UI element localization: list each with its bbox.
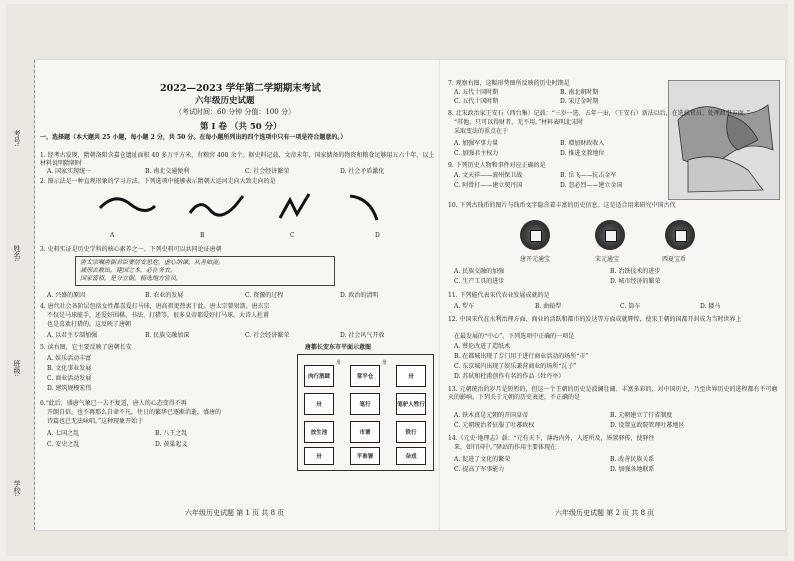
q8-stem-line: “其他，只可以得财者，无不用。”材料表明北宋时 (454, 119, 584, 126)
q5-option-b: B. 文化事业发展 (47, 365, 92, 372)
q14-option-c: C. 提高了军事能力 (454, 466, 505, 473)
q4-option-d: D. 社会风气开放 (340, 332, 385, 339)
map-cell: 卅 (336, 360, 342, 366)
q8-stem-line: 8. 北宋政治家王安石（西台集）记载：“三岁一选，五年一贡，（王安石）新法以后，在选拔官员、处理政事方面。” (448, 110, 750, 117)
q11-option-d: D. 耧马 (700, 303, 721, 310)
q14-option-a: A. 促进了文化的繁荣 (454, 456, 511, 463)
map-cell: 卅 (382, 360, 388, 366)
canal-route-figures (85, 188, 405, 228)
coin-xixia-image (665, 220, 695, 250)
exam-info: （考试时间：60 分钟 分值：100 分） (175, 108, 295, 116)
q7-option-b: B. 南北朝时期 (560, 89, 599, 96)
q1-stem: 1. 经考古发现，隋朝洛阳含嘉仓遗址面积 40 多万平方米，有粮窖 400 余个。据史料记载，文帝末年，国家储备的物资和粮食足够用五六十年，以上材料说明隋朝时 (40, 152, 435, 167)
q1-option-d: D. 社会矛盾激化 (340, 168, 385, 175)
q13-option-c: C. 元朝统治者征服了吐蕃政权 (454, 422, 535, 429)
q14-stem-line: 来，如行国中。”驿站的作用主要体现在 (454, 444, 557, 451)
map-cell: 卅 (396, 365, 426, 387)
q7-stem: 7. 观察右图，这幅形势图所反映的历史时期是 (448, 80, 570, 87)
q3-option-a: A. 兴盛的原因 (47, 292, 86, 299)
coin-songyuan-image (595, 220, 625, 250)
q6-stem-line: 开朗自信，也不再那么自命不凡，往日的繁华已逐渐消逝，盛唐的 (47, 409, 222, 416)
coin-label: 唐开元通宝 (520, 256, 551, 263)
q14-option-b: B. 改善民族关系 (610, 456, 655, 463)
exam-title: 2022—2023 学年第二学期期末考试 (160, 83, 321, 94)
q2-label-c: C (290, 232, 295, 239)
route-a-shape (100, 199, 155, 211)
section-heading: 一、选择题（本大题共 25 小题，每小题 2 分，共 50 分。在每小题所列出的四个选项中只有一项是符合题意的。） (40, 134, 347, 141)
page-1-footer: 六年级历史试题 第 1 页 共 8 页 (185, 509, 285, 517)
map-cell: 放生池 (304, 421, 334, 443)
song-liao-xixia-map (668, 80, 780, 200)
q10-option-b: B. 冶铁技术的进步 (610, 268, 661, 275)
q2-stem: 2. 图示法是一种直观形象的学习方法。下列选项中能够表示隋朝大运河走向大致走向的是 (40, 178, 276, 185)
q5-option-d: D. 建筑规模宏伟 (47, 385, 92, 392)
q9-option-d: D. 忽必烈——建立金国 (560, 182, 623, 189)
exam-subtitle: 六年级历史试题 (195, 96, 255, 106)
q6-option-a: A. 七国之乱 (47, 430, 80, 437)
q3-stem: 3. 史料实证是历史学科的核心素养之一。下列史料可以共同论证唐朝 (40, 246, 222, 253)
q7-option-d: D. 宋辽金时期 (560, 98, 599, 105)
q13-option-d: D. 设置宣政院管理吐蕃地区 (610, 422, 685, 429)
q7-option-a: A. 五代十国时期 (454, 89, 499, 96)
q6-option-c: C. 安史之乱 (47, 441, 80, 448)
q13-option-a: A. 铁木真是元朝的开国皇帝 (454, 412, 529, 419)
q12-stem-line: 在最发展的“中心”。下列选项中正确的一项是 (454, 333, 575, 340)
q13-stem: 13. 元朝统治的岁月是短暂的，但这一个王朝的历史是波澜壮阔、丰富多彩的，对中国历史，乃至世界历史的进程都有不可磨灭的影响。下列关于元朝的历史表述，不正确的是 (448, 386, 778, 401)
q12-option-a: A. 蔡伦改进了造纸术 (454, 343, 511, 350)
map-title: 唐都长安东市平面示意图 (305, 344, 372, 351)
coin-label: 西夏宝币 (662, 256, 687, 263)
q2-label-b: B (200, 232, 205, 239)
map-cell: 肉行酒肆 (304, 365, 334, 387)
q11-stem: 11. 下列能代表宋代农业发展成就的是 (448, 292, 550, 299)
map-cell: 市署 (350, 421, 380, 443)
map-cell: 铁行 (396, 421, 426, 443)
coin-kaiyuan-image (520, 220, 550, 250)
map-cell: 平准署 (350, 447, 380, 465)
exam-page-2 (440, 60, 785, 530)
q1-option-b: B. 南北交通便利 (145, 168, 190, 175)
q3-quote-box (75, 256, 335, 286)
binding-label-school: 学校: (13, 480, 21, 497)
q4-option-b: B. 民族交融加深 (145, 332, 190, 339)
binding-strip (0, 60, 35, 530)
q8-option-c: C. 加强君主权力 (454, 150, 499, 157)
q8-option-d: D. 推进文教地位 (560, 150, 605, 157)
q8-option-a: A. 加强军事力量 (454, 140, 499, 147)
map-cell: 卅 (304, 393, 334, 415)
q3-option-b: B. 农业的发展 (145, 292, 184, 299)
q11-option-a: A. 犁车 (454, 303, 475, 310)
q10-option-a: A. 民族交融的加强 (454, 268, 505, 275)
q6-stem-line: 诗篇也已无法咏唱。”这种现象开始于 (47, 418, 144, 425)
map-cell: 卅 (304, 447, 334, 465)
q6-option-b: B. 八王之乱 (155, 430, 188, 437)
q11-option-c: C. 筒车 (620, 303, 641, 310)
map-cell: 杂戏 (396, 447, 426, 465)
q3-quote-line: 国家富裕，是分立朝。精选地方官员。 (80, 275, 183, 282)
volume-heading: 第 I 卷 （共 50 分） (200, 122, 282, 132)
map-cell: 常平仓 (350, 365, 380, 387)
q8-stem-line: 采取变法的重点在于 (454, 128, 509, 135)
q12-option-d: D. 苏轼和杜甫创作有名的作品《牡丹亭》 (454, 373, 565, 380)
q14-stem-line: 14.《元史·地理志》载：“元有天下，薄海内外，人迹所及，皆置驿传，使驿往 (448, 435, 655, 442)
q4-option-a: A. 以君主专制加强 (47, 332, 98, 339)
q7-option-c: C. 五代十国时期 (454, 98, 499, 105)
q4-option-c: C. 社会经济繁荣 (245, 332, 290, 339)
route-b-shape (190, 196, 243, 215)
binding-label-name: 姓名: (13, 245, 21, 262)
q12-stem-line: 12. 中国宋代在水利治理方面、商业的活跃和都市的发达等方面成就辉煌，使宋王朝的国都开封成为当时世界上 (448, 316, 742, 323)
exam-page-1 (35, 60, 440, 530)
q9-option-c: C. 阿骨打——建立契丹国 (454, 182, 523, 189)
q3-option-c: C. 资源的过程 (245, 292, 284, 299)
page-2-footer: 六年级历史试题 第 2 页 共 8 页 (555, 509, 655, 517)
route-c-shape (280, 194, 309, 218)
binding-label-exam-id: 考号: (13, 130, 21, 147)
q12-option-c: C. 东京城内出现了娱乐兼营商业的场所“瓦子” (454, 363, 577, 370)
q9-option-a: A. 文天祥——澶州保卫战 (454, 172, 523, 179)
east-market-map (297, 354, 434, 471)
route-d-shape (350, 196, 377, 220)
q3-quote-line: 减刑去赦出，建国之本，必在务农。 (80, 267, 177, 274)
q4-stem-line: 4. 唐代社会各阶层包括女性都喜爱打马球，唐高祖更热衷于此。唐太宗曾射箭。唐玄宗 (40, 303, 270, 310)
q4-stem-line: 不仅是马球能手，还爱好围棋、书法、打猎等，很多皇帝都爱好打马球。大诗人杜甫 (47, 312, 270, 319)
map-cell: 笔驴人牲行 (396, 393, 426, 415)
q9-option-b: B. 岳飞——抗击金军 (560, 172, 617, 179)
q11-option-b: B. 曲辕犁 (535, 303, 562, 310)
q12-option-b: B. 在都城出现了专门用于进行商业活动的场所“市” (454, 353, 589, 360)
q10-option-d: D. 城市经济的繁荣 (610, 278, 661, 285)
q4-stem-line: 也是喜欢打猎的。这反映了唐朝 (47, 321, 132, 328)
q10-stem: 10. 下列古钱币的图片与钱币文字隐含着丰富的历史信息。这是适合用来研究中国古代 (448, 202, 676, 209)
binding-label-class: 班级: (13, 360, 21, 377)
coin-label: 宋元通宝 (595, 256, 620, 263)
q2-label-a: A (110, 232, 115, 239)
q8-option-b: B. 增加财政收入 (560, 140, 605, 147)
q3-option-d: D. 政治的清明 (340, 292, 379, 299)
q5-stem: 5. 读右图，它主要反映了唐朝长安 (40, 344, 132, 351)
q6-stem-line: 6.“此后，盛唐气象已一去不复返，唐人的心态变得不再 (40, 400, 187, 407)
q9-stem: 9. 下列历史人物和事件对应正确的是 (448, 162, 546, 169)
q6-option-d: D. 黄巢起义 (155, 441, 188, 448)
q5-option-a: A. 娱乐活动丰富 (47, 355, 92, 362)
q2-label-d: D (375, 232, 380, 239)
q1-option-a: A. 国家实现统一 (47, 168, 92, 175)
q3-quote-line: 唐太宗嘱唐朝君臣要居安思危，虚心纳谏，从善如流。 (80, 259, 225, 266)
map-cell: 笔行 (350, 393, 380, 415)
q10-option-c: C. 生产工具的进步 (454, 278, 505, 285)
q1-option-c: C. 社会经济繁荣 (245, 168, 290, 175)
q5-option-c: C. 商业活动发展 (47, 375, 92, 382)
q14-option-d: D. 加强各地联系 (610, 466, 655, 473)
q13-option-b: B. 元朝建立了行省制度 (610, 412, 673, 419)
